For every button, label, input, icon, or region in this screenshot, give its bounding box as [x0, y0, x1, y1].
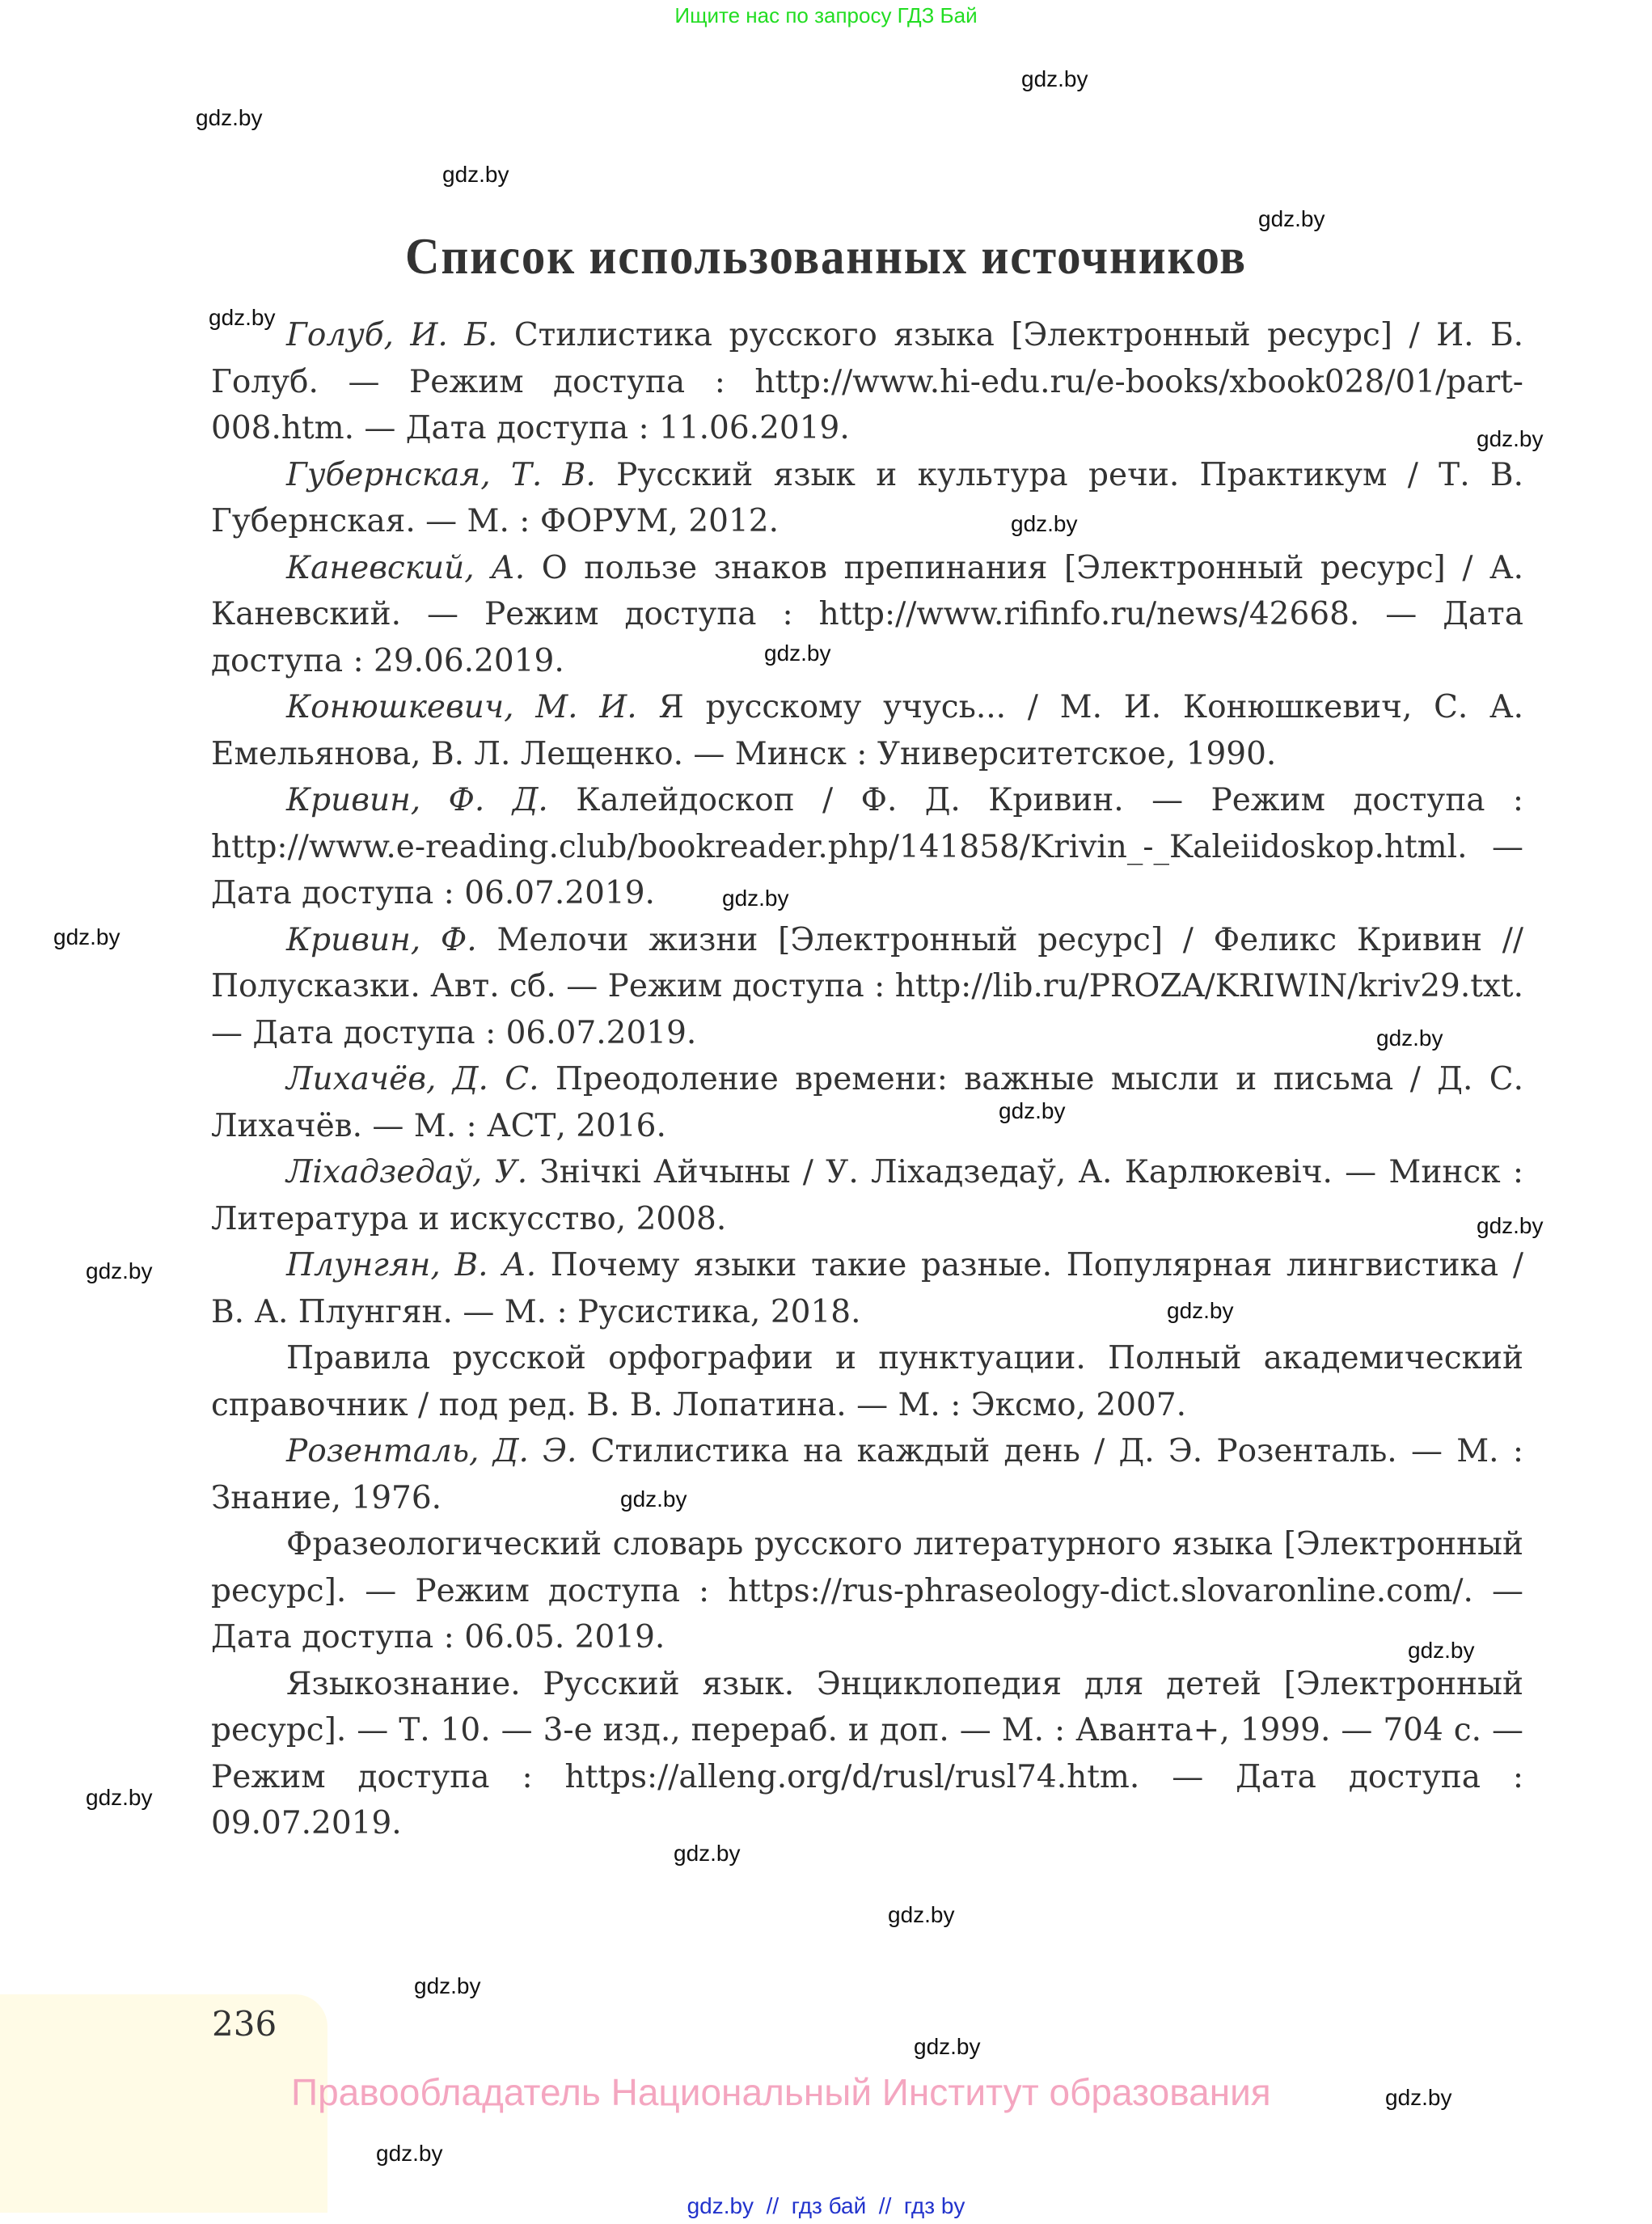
reference-item [211, 1335, 1523, 1428]
watermark: gdz.by [620, 1486, 687, 1512]
watermark: gdz.by [376, 2141, 443, 2166]
watermark: gdz.by [1011, 511, 1078, 536]
watermark: gdz.by [1258, 206, 1325, 231]
reference-author: Губернская, Т. В. [286, 456, 596, 493]
reference-text: Мелочи жизни [Электронный ресурс] / Феликс Кривин // Полусказки. Авт. сб. — Режим доступа : http://lib.ru/PROZA/KRIWIN/kriv29.txt. — Дата доступа : 06.07.2019. [211, 921, 1524, 1051]
reference-item [211, 545, 1523, 685]
reference-text: О пользе знаков препинания [Электронный ресурс] / А. Каневский. — Режим доступа : http://www.rifinfo.ru/news/42668. — Дата доступа : 29.06.2019. [211, 549, 1523, 679]
reference-text: Правила русской орфографии и пунктуации. Полный академический справочник / под ред. В. В. Лопатина. — М. : Эксмо, 2007. [211, 1340, 1523, 1423]
reference-text: Преодоление времени: важные мысли и письма / Д. С. Лихачёв. — М. : АСТ, 2016. [211, 1061, 1523, 1144]
reference-author: Кривин, Ф. [286, 921, 477, 958]
reference-item [211, 1056, 1523, 1149]
reference-text: Калейдоскоп / Ф. Д. Кривин. — Режим доступа : http://www.e-reading.club/bookreader.php/141858/Krivin_-_Kaleiidoskop.html. — Дата доступа : 06.07.2019. [211, 782, 1523, 911]
reference-item [211, 917, 1523, 1057]
reference-text: Стилистика на каждый день / Д. Э. Розенталь. — М. : Знание, 1976. [211, 1433, 1523, 1516]
watermark: gdz.by [888, 1902, 955, 1927]
reference-item [211, 1661, 1523, 1847]
watermark: gdz.by [196, 105, 263, 130]
watermark: gdz.by [764, 641, 831, 666]
watermark: gdz.by [1021, 66, 1088, 91]
reference-author: Голуб, И. Б. [286, 317, 498, 353]
watermark: gdz.by [442, 162, 509, 187]
reference-item [211, 1428, 1523, 1521]
watermark: gdz.by [414, 1973, 481, 1998]
reference-item [211, 777, 1523, 917]
search-banner: Ищите нас по запросу ГДЗ Бай [674, 3, 978, 27]
reference-item [211, 1242, 1523, 1335]
reference-author: Конюшкевич, М. И. [286, 689, 637, 725]
reference-author: Кривин, Ф. Д. [286, 782, 548, 818]
reference-item [211, 1149, 1523, 1242]
reference-text: Русский язык и культура речи. Практикум / Т. В. Губернская. — М. : ФОРУМ, 2012. [211, 456, 1523, 539]
page-number-tab [0, 1994, 327, 2213]
watermark: gdz.by [1167, 1298, 1234, 1323]
watermark: gdz.by [209, 305, 276, 330]
footer-links[interactable]: gdz.by // гдз бай // гдз by [687, 2193, 965, 2218]
watermark: gdz.by [1477, 426, 1544, 451]
reference-author: Каневский, А. [286, 549, 526, 586]
reference-item [211, 452, 1523, 545]
reference-author: Плунгян, В. А. [286, 1247, 537, 1283]
watermark: gdz.by [1408, 1638, 1475, 1663]
reference-text: Я русскому учусь... / М. И. Конюшкевич, С. А. Емельянова, В. Л. Лещенко. — Минск : Университетское, 1990. [211, 689, 1523, 772]
reference-author: Лихачёв, Д. С. [286, 1061, 539, 1097]
reference-item [211, 312, 1523, 452]
reference-item [211, 684, 1523, 777]
reference-text: Фразеологический словарь русского литературного языка [Электронный ресурс]. — Режим доступа : https://rus-phraseology-dict.slovaronline.com/. — Дата доступа : 06.05. 2019. [211, 1526, 1523, 1655]
reference-item [211, 1521, 1523, 1661]
watermark: gdz.by [86, 1785, 153, 1810]
reference-text: Знічкі Айчыны / У. Ліхадзедаў, А. Карлюкевіч. — Минск : Литература и искусство, 2008. [211, 1154, 1523, 1237]
page-number: 236 [212, 2004, 277, 2044]
watermark: gdz.by [914, 2034, 981, 2059]
reference-list [211, 312, 1523, 1847]
watermark: gdz.by [674, 1841, 741, 1866]
watermark: gdz.by [722, 886, 789, 911]
page-title: Список использованных источников [405, 227, 1247, 285]
reference-author: Розенталь, Д. Э. [286, 1433, 577, 1469]
watermark: gdz.by [53, 924, 120, 949]
reference-text: Почему языки такие разные. Популярная лингвистика / В. А. Плунгян. — М. : Русистика, 2018. [211, 1247, 1524, 1330]
watermark: gdz.by [1376, 1025, 1443, 1051]
reference-text: Стилистика русского языка [Электронный ресурс] / И. Б. Голуб. — Режим доступа : http://www.hi-edu.ru/e-books/xbook028/01/part-008.htm. — Дата доступа : 11.06.2019. [211, 317, 1523, 446]
watermark: gdz.by [1477, 1213, 1544, 1238]
watermark: gdz.by [999, 1098, 1066, 1123]
reference-text: Языкознание. Русский язык. Энциклопедия для детей [Электронный ресурс]. — Т. 10. — 3-е изд., перераб. и доп. — М. : Аванта+, 1999. — 704 с. — Режим доступа : https://alleng.org/d/rusl/rusl74.htm. — Дата доступа : 09.07.2019. [211, 1665, 1523, 1841]
watermark: gdz.by [86, 1258, 153, 1283]
watermark: gdz.by [1385, 2085, 1452, 2110]
reference-author: Ліхадзедаў, У. [286, 1154, 528, 1190]
rights-holder-notice: Правообладатель Национальный Институт образования [291, 2071, 1271, 2113]
